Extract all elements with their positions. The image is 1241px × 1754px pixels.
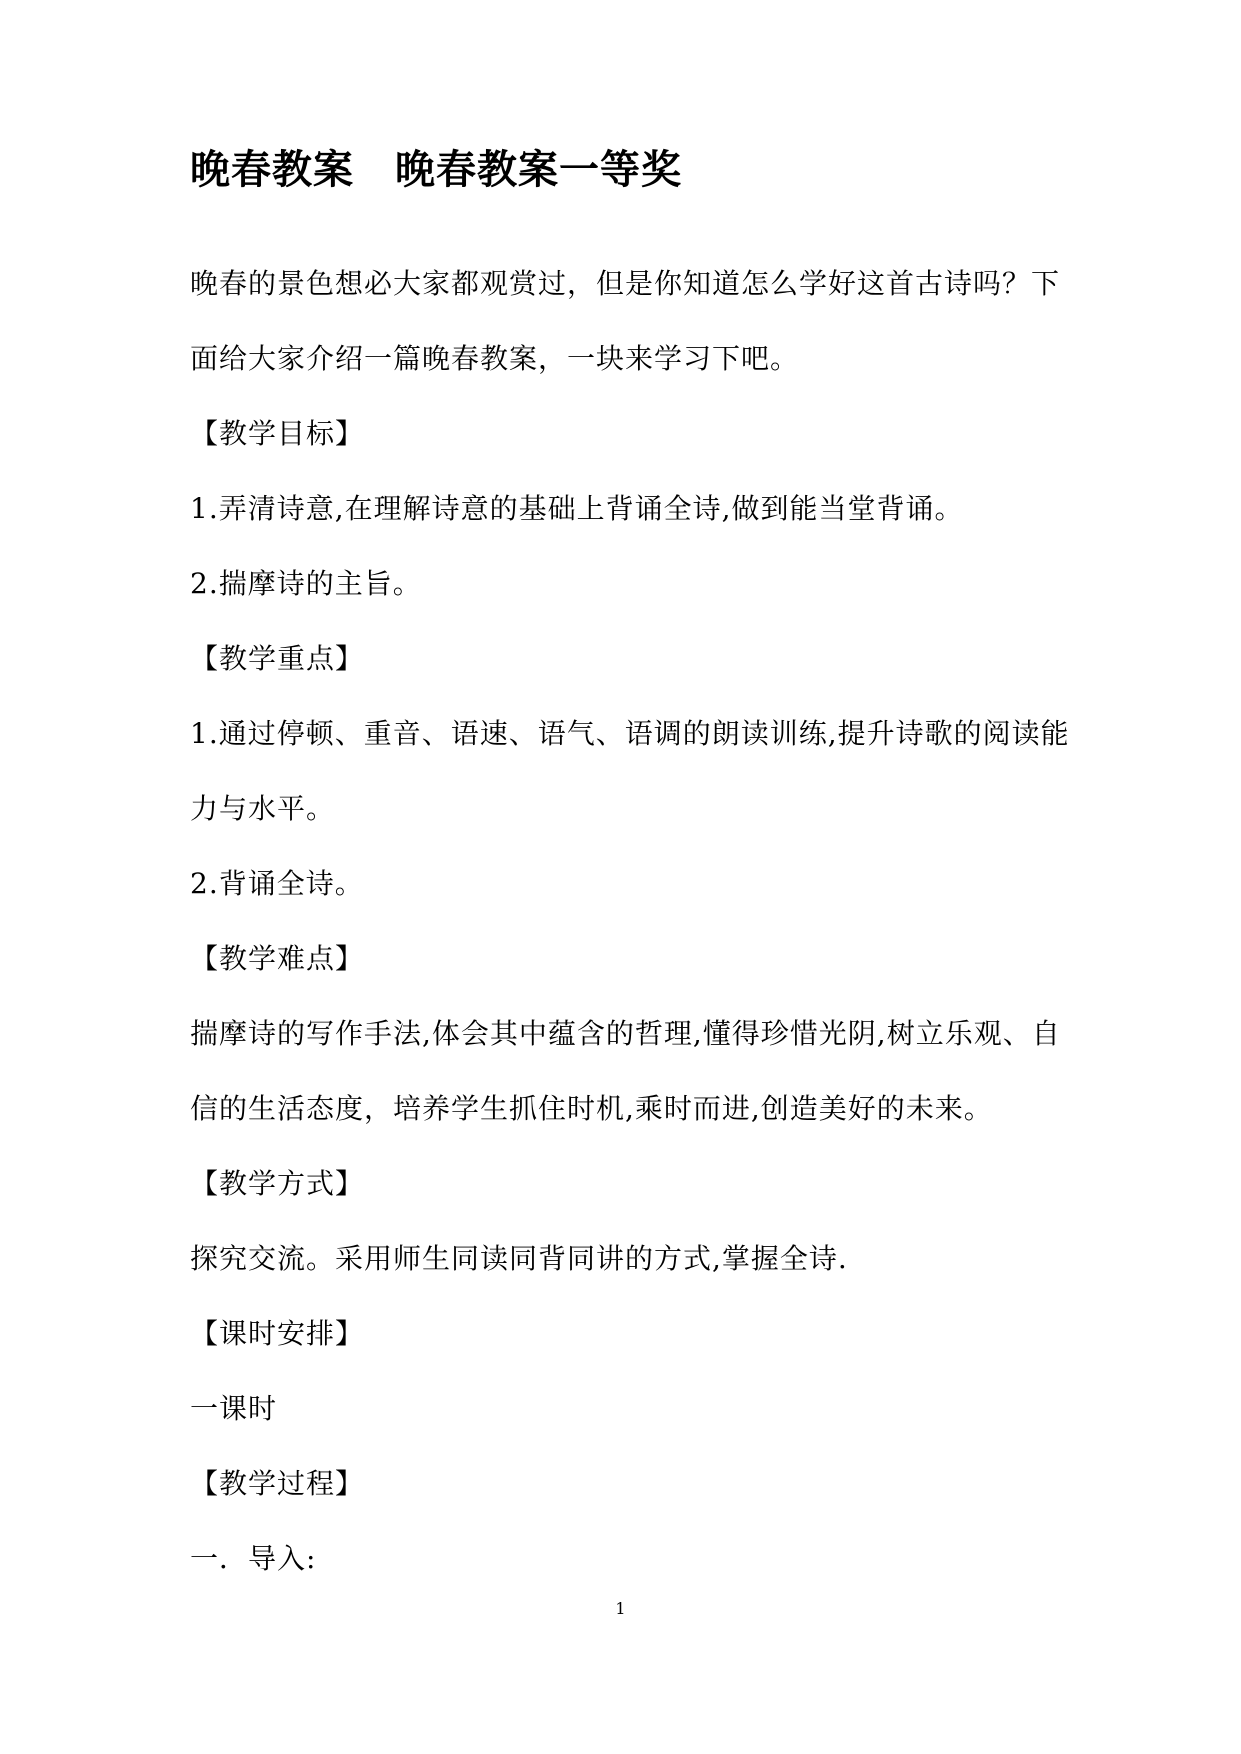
section-heading-teaching-goals: 【教学目标】 (190, 417, 365, 450)
intro-line-2: 面给大家介绍一篇晚春教案，一块来学习下吧。 (190, 342, 800, 375)
goal-item-2: 2.揣摩诗的主旨。 (190, 567, 422, 600)
schedule-text: 一课时 (190, 1392, 278, 1425)
page-number: 1 (615, 1599, 626, 1618)
section-heading-method: 【教学方式】 (190, 1167, 365, 1200)
difficulty-line-1: 揣摩诗的写作手法,体会其中蕴含的哲理,懂得珍惜光阴,树立乐观、自 (190, 1017, 1061, 1050)
section-heading-key-points: 【教学重点】 (190, 642, 365, 675)
process-step-1: 一．导入: (190, 1542, 317, 1575)
key-point-1-line-1: 1.通过停顿、重音、语速、语气、语调的朗读训练,提升诗歌的阅读能 (190, 717, 1070, 750)
section-heading-difficulties: 【教学难点】 (190, 942, 365, 975)
document-title: 晚春教案 晚春教案一等奖 (190, 146, 682, 193)
method-text: 探究交流。采用师生同读同背同讲的方式,掌握全诗. (190, 1242, 848, 1275)
key-point-1-line-2: 力与水平。 (190, 792, 336, 825)
section-heading-schedule: 【课时安排】 (190, 1317, 365, 1350)
goal-item-1: 1.弄清诗意,在理解诗意的基础上背诵全诗,做到能当堂背诵。 (190, 492, 964, 525)
section-heading-process: 【教学过程】 (190, 1467, 365, 1500)
intro-line-1: 晚春的景色想必大家都观赏过，但是你知道怎么学好这首古诗吗？下 (190, 267, 1061, 300)
difficulty-line-2: 信的生活态度，培养学生抓住时机,乘时而进,创造美好的未来。 (190, 1092, 993, 1125)
key-point-2: 2.背诵全诗。 (190, 867, 364, 900)
